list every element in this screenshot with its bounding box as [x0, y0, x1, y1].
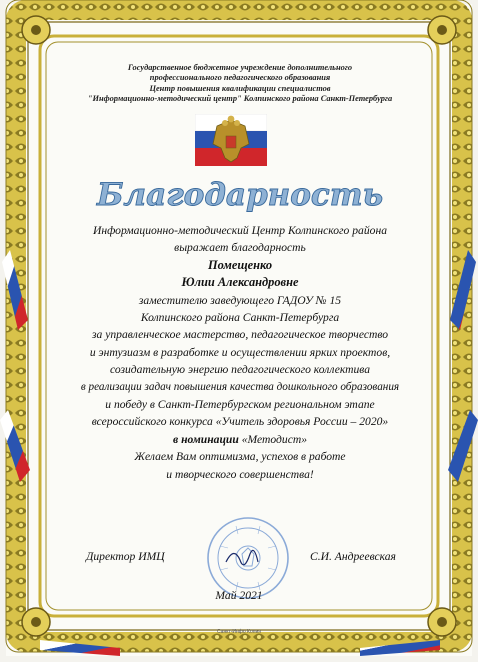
- body-line: созидательную энергию педагогического коллектива: [109, 363, 371, 377]
- director-title: Директор ИМЦ: [86, 550, 165, 563]
- header-line: Государственное бюджетное учреждение дополнительного: [127, 63, 353, 72]
- nomination-value: «Методист»: [241, 432, 308, 446]
- director-name: С.И. Андреевская: [310, 550, 396, 563]
- body-line: всероссийского конкурса «Учитель здоровья России – 2020»: [91, 415, 389, 429]
- body-line: за управленческое мастерство, педагогическое творчество: [91, 328, 389, 342]
- body-line: в реализации задач повышения качества дошкольного образования: [80, 380, 400, 393]
- russian-flag-emblem: [195, 114, 267, 166]
- body-line: и победу в Санкт-Петербургском региональном этапе: [105, 398, 375, 412]
- title-text: Благодарность: [96, 177, 384, 213]
- header-line: "Информационно-методический центр" Колпинского района Санкт-Петербурга: [87, 93, 393, 103]
- wish-line: Желаем Вам оптимизма, успехов в работе: [134, 450, 346, 464]
- body-line: Информационно-методический Центр Колпинского района: [92, 224, 387, 237]
- nomination-line: [70, 431, 410, 448]
- body-line: Колпинского района Санкт-Петербурга: [140, 311, 340, 325]
- certificate-title: [80, 172, 400, 216]
- recipient-surname: Помещенко: [207, 257, 273, 272]
- issuer-header: [80, 63, 400, 104]
- certificate-body: [70, 222, 410, 483]
- header-line: Центр повышения квалификации специалистов: [149, 83, 331, 93]
- official-stamp: [206, 516, 290, 600]
- nomination-prefix: в номинации: [172, 432, 239, 446]
- body-line: выражает благодарность: [174, 241, 306, 255]
- header-line: профессионального педагогического образования: [149, 73, 331, 83]
- wish-line: и творческого совершенства!: [166, 467, 314, 481]
- printer-mark: Санкт-Инфо Копия: [217, 629, 261, 635]
- body-line: заместителю заведующего ГАДОУ № 15: [138, 293, 342, 307]
- recipient-given-names: Юлии Александровне: [181, 275, 299, 290]
- body-line: и энтузиазм в разработке и осуществлении ярких проектов,: [89, 345, 391, 359]
- issue-date: Май 2021: [215, 589, 263, 602]
